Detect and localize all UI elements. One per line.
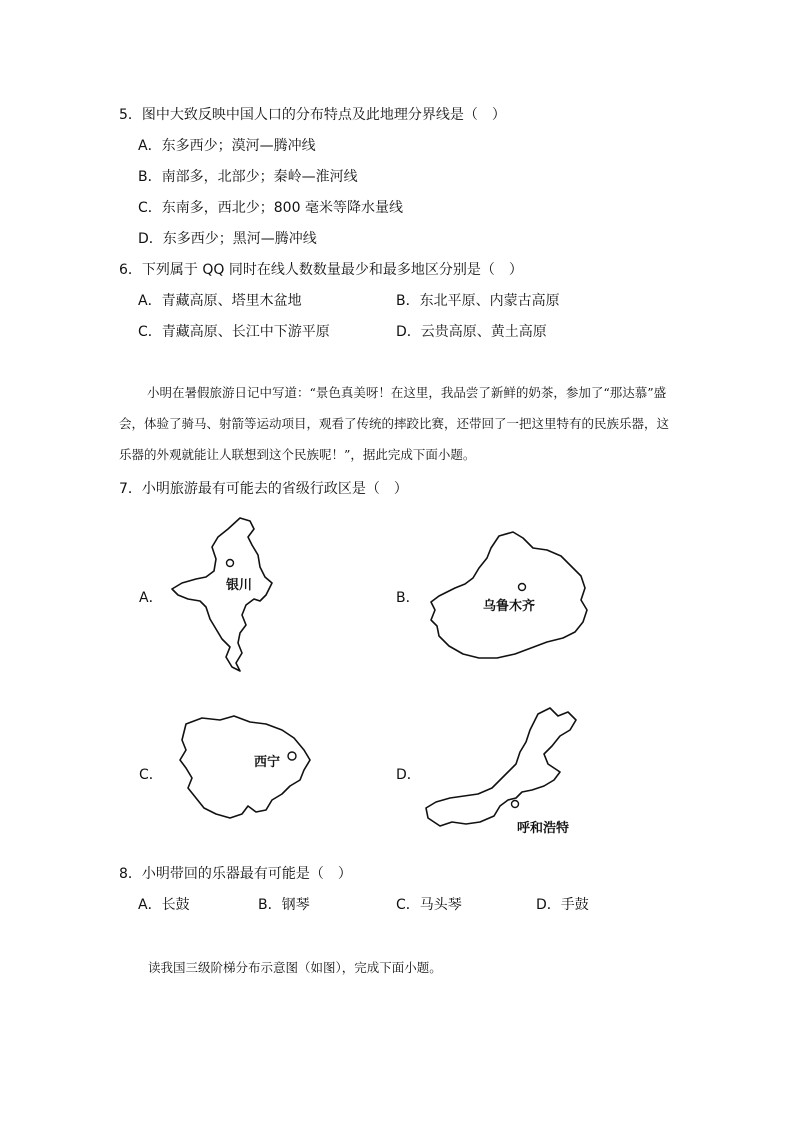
- question-5-stem: 5．图中大致反映中国人口的分布特点及此地理分界线是（ ）: [119, 107, 506, 123]
- ningxia-outline-map-icon: [170, 515, 290, 675]
- question-8-option-d: D．手鼓: [536, 897, 589, 913]
- map-option-c-letter: C．: [139, 767, 163, 783]
- map-b-city-label: 乌鲁木齐: [483, 599, 536, 614]
- question-8-option-b: B．钢琴: [258, 897, 310, 913]
- question-8-option-c: C．马头琴: [396, 897, 462, 913]
- reading-passage: 小明在暑假旅游日记中写道：“景色真美呀！在这里，我品尝了新鲜的奶茶，参加了“那达慕”盛会，体验了骑马、射箭等运动项目，观看了传统的摔跤比赛，还带回了一把这里特有的民族乐器，这乐器的外观就能让人联想到这个民族呢！”，据此完成下面小题。: [119, 385, 670, 462]
- question-5-option-a: A．东多西少；漠河—腾冲线: [138, 138, 316, 154]
- map-a-city-label: 银川: [226, 578, 253, 593]
- question-5-option-b: B．南部多，北部少；秦岭—淮河线: [138, 169, 358, 185]
- question-5-option-c: C．东南多，西北少；800 毫米等降水量线: [138, 200, 403, 216]
- question-6-option-a: A．青藏高原、塔里木盆地: [138, 293, 302, 309]
- next-section-instruction: 读我国三级阶梯分布示意图（如图），完成下面小题。: [148, 960, 442, 975]
- question-6-option-b: B．东北平原、内蒙古高原: [396, 293, 560, 309]
- map-option-b-letter: B．: [396, 590, 420, 606]
- map-d-city-label: 呼和浩特: [517, 821, 570, 836]
- map-option-a-letter: A．: [139, 590, 163, 606]
- question-8-option-a: A．长鼓: [138, 897, 190, 913]
- map-c-city-label: 西宁: [254, 755, 281, 770]
- question-8-stem: 8．小明带回的乐器最有可能是（ ）: [119, 866, 352, 882]
- qinghai-outline-map-icon: [172, 710, 317, 825]
- question-6-stem: 6．下列属于 QQ 同时在线人数数量最少和最多地区分别是（ ）: [119, 262, 523, 278]
- map-option-d-letter: D．: [396, 767, 421, 783]
- question-7-stem: 7．小明旅游最有可能去的省级行政区是（ ）: [119, 481, 408, 497]
- question-6-option-d: D．云贵高原、黄土高原: [396, 324, 547, 340]
- question-6-option-c: C．青藏高原、长江中下游平原: [138, 324, 330, 340]
- question-5-option-d: D．东多西少；黑河—腾冲线: [138, 231, 317, 247]
- xinjiang-outline-map-icon: [425, 530, 595, 665]
